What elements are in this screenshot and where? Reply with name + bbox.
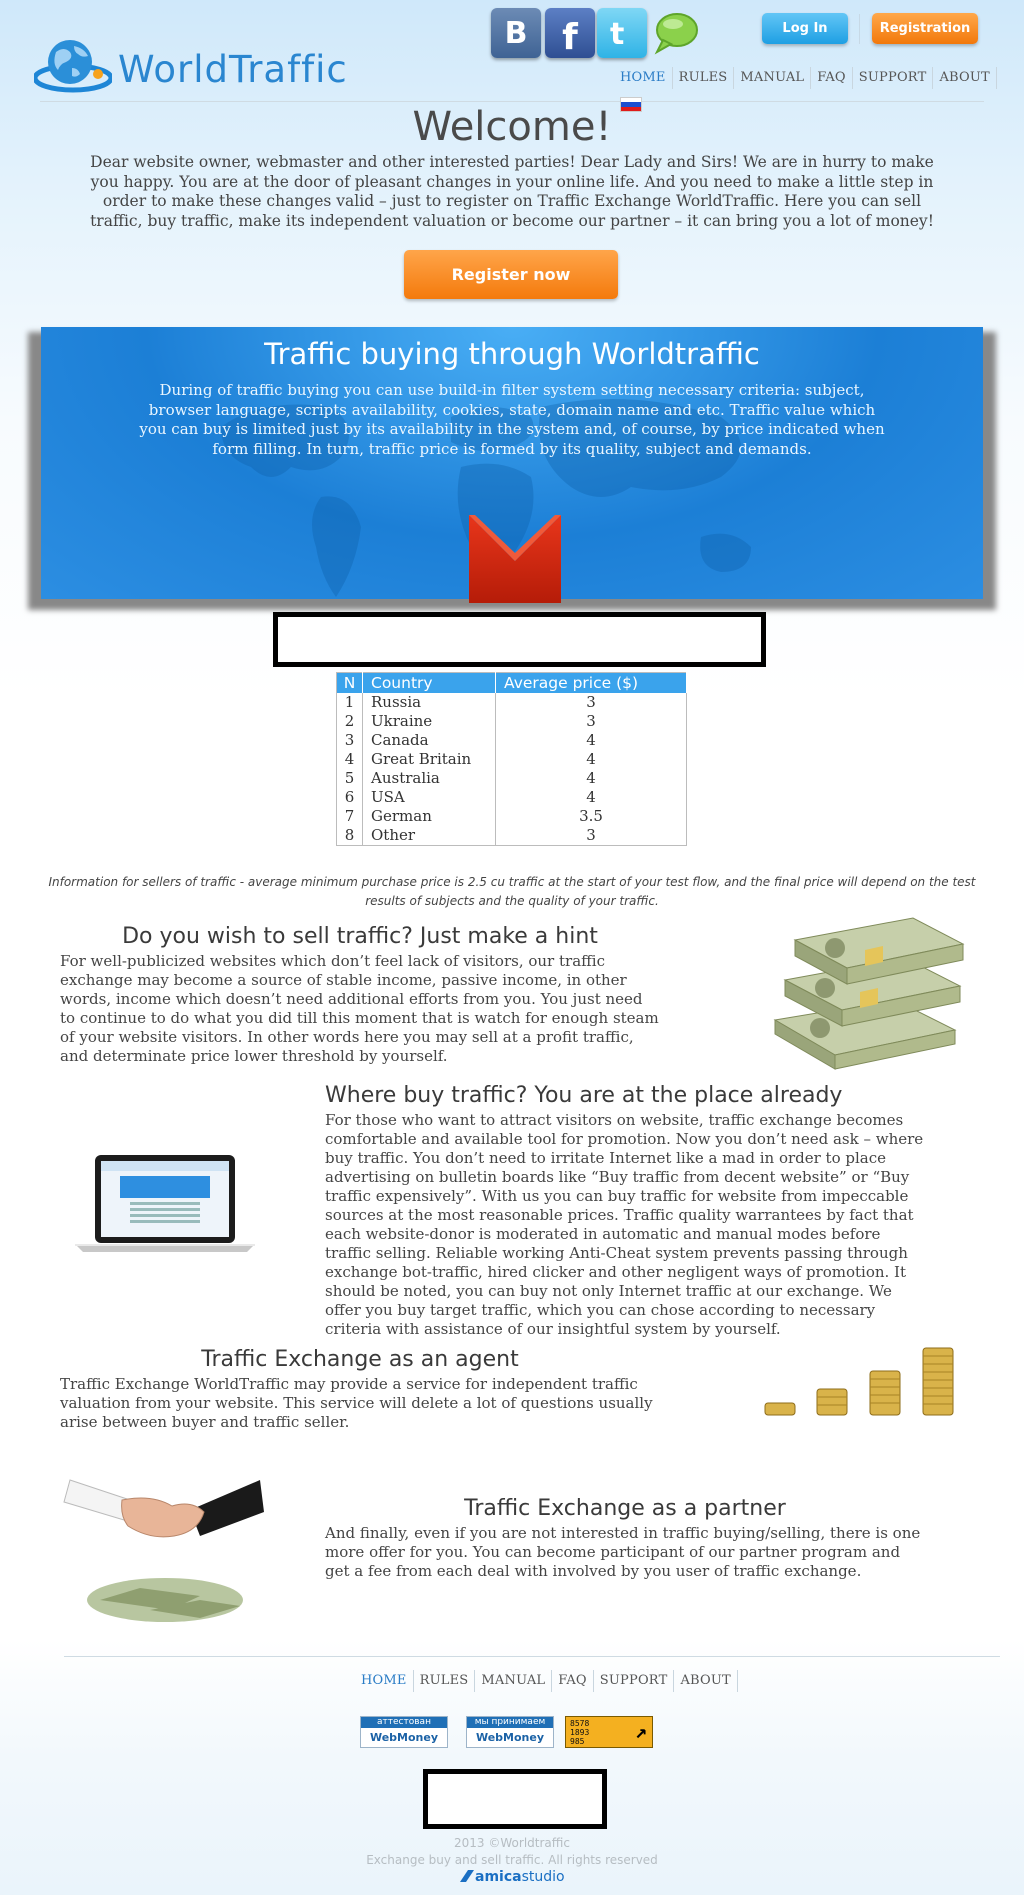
ad-placeholder-box [273, 612, 766, 667]
laptop-image [70, 1150, 260, 1260]
table-header-row [337, 673, 687, 693]
row-price: 4 [496, 788, 687, 807]
badge-bottom-text: WebMoney [475, 1731, 545, 1744]
footer-tagline: Exchange buy and sell traffic. All rights reserved [366, 1853, 658, 1867]
row-number: 5 [337, 769, 363, 788]
row-number: 4 [337, 750, 363, 769]
partner-heading: Traffic Exchange as a partner [464, 1496, 786, 1521]
row-country: German [363, 807, 496, 826]
footer-nav-faq[interactable]: FAQ [552, 1670, 594, 1692]
header-divider [859, 14, 860, 44]
coin-stacks-image [760, 1345, 960, 1420]
row-price: 4 [496, 769, 687, 788]
money-stack-image [765, 910, 965, 1070]
price-table [336, 672, 687, 846]
row-country: Ukraine [363, 712, 496, 731]
table-row [337, 731, 687, 750]
row-number: 8 [337, 826, 363, 846]
column-header-country: Country [363, 673, 496, 693]
row-number: 1 [337, 693, 363, 712]
visit-counter[interactable] [565, 1716, 653, 1748]
arrow-up-right-icon: ↗ [634, 1719, 647, 1743]
sell-traffic-heading: Do you wish to sell traffic? Just make a hint [122, 924, 598, 949]
footer-nav-rules[interactable]: RULES [414, 1670, 476, 1692]
row-price: 3 [496, 693, 687, 712]
webmoney-attested-badge[interactable] [360, 1716, 448, 1748]
twitter-button[interactable] [597, 8, 647, 58]
row-number: 7 [337, 807, 363, 826]
nav-rules[interactable]: RULES [673, 67, 735, 89]
footer-nav-about[interactable]: ABOUT [674, 1670, 737, 1692]
footer-nav [355, 1670, 738, 1692]
login-button[interactable]: Log In [762, 13, 848, 44]
sellers-note: Information for sellers of traffic - average minimum purchase price is 2.5 cu traffic at the start of your test flow, and the final price will depend on the test results of subjects and the quality of your traffic. [48, 875, 976, 908]
table-row [337, 769, 687, 788]
row-country: Other [363, 826, 496, 846]
nav-support[interactable]: SUPPORT [853, 67, 934, 89]
footer-rule [64, 1656, 1000, 1657]
table-row [337, 807, 687, 826]
row-price: 3 [496, 712, 687, 731]
webmoney-accept-badge[interactable] [466, 1716, 554, 1748]
row-price: 4 [496, 731, 687, 750]
buy-traffic-text: For those who want to attract visitors on website, traffic exchange becomes comfortable and available tool for promotion. Now you don’t need ask – where buy traffic. You don’t need to irritate Internet like a mad in order to place advertising on bulletin boards like “Buy traffic from decent website” or “Buy traffic expensively”. With us you can buy traffic for website from impeccable sources at the most reasonable prices. Traffic quality warrantees by fact that each website-donor is moderated in automatic and manual modes before traffic selling. Reliable working Anti-Cheat system prevents passing through exchange bot-traffic, hired clicker and other negligent ways of promotion. It should be noted, you can buy not only Internet traffic at our exchange. We offer you buy target traffic, which you can chose according to necessary criteria with assistance of our insightful system by yourself. [325, 1111, 924, 1338]
table-row [337, 750, 687, 769]
vk-icon: B [504, 15, 528, 51]
table-row [337, 826, 687, 846]
footer-placeholder-box [423, 1769, 607, 1829]
row-price: 3 [496, 826, 687, 846]
site-logo[interactable] [34, 32, 394, 102]
badge-top-text: аттестован [361, 1717, 447, 1728]
studio-credit-link[interactable] [459, 1869, 565, 1885]
table-row [337, 788, 687, 807]
row-price: 4 [496, 750, 687, 769]
counter-line: 8578 [570, 1719, 590, 1728]
row-country: Canada [363, 731, 496, 750]
row-country: Russia [363, 693, 496, 712]
nav-manual[interactable]: MANUAL [734, 67, 811, 89]
row-number: 2 [337, 712, 363, 731]
sell-traffic-text: For well-publicized websites which don’t feel lack of visitors, our traffic exchange may become a source of stable income, passive income, in other words, income which doesn’t need additional efforts from you. You just need to continue to do what you did till this moment that is watch for enough steam of your website visitors. In other words here you may sell at a profit traffic, and determinate price lower threshold by yourself. [60, 952, 659, 1065]
agent-text: Traffic Exchange WorldTraffic may provide a service for independent traffic valuation from your website. This service will delete a lot of questions usually arise between buyer and traffic seller. [60, 1375, 653, 1431]
counter-line: 1893 [570, 1728, 590, 1737]
nav-home[interactable]: HOME [614, 67, 673, 89]
studio-name-b: studio [521, 1869, 565, 1885]
column-header-n: N [337, 673, 363, 693]
studio-logo-icon [459, 1869, 475, 1883]
footer-nav-support[interactable]: SUPPORT [594, 1670, 675, 1692]
row-price: 3.5 [496, 807, 687, 826]
banner-text: During of traffic buying you can use build-in filter system setting necessary criteria: subject, browser language, scripts availability, cookies, state, domain name and etc. Traffic value which you can buy is limited just by its availability in the system and, of course, by price indicated when form filling. In turn, traffic price is formed by its quality, subject and demands. [139, 381, 885, 458]
row-number: 3 [337, 731, 363, 750]
facebook-icon: f [562, 16, 578, 58]
copyright: 2013 ©Worldtraffic [454, 1836, 570, 1850]
buy-traffic-heading: Where buy traffic? You are at the place already [325, 1083, 843, 1108]
banner-title: Traffic buying through Worldtraffic [264, 337, 760, 371]
agent-heading: Traffic Exchange as an agent [201, 1347, 519, 1372]
chat-bubble-icon [651, 10, 699, 56]
footer-nav-home[interactable]: HOME [355, 1670, 414, 1692]
header-rule [40, 101, 984, 102]
vk-button[interactable] [491, 8, 541, 58]
row-country: Australia [363, 769, 496, 788]
registration-button[interactable]: Registration [872, 13, 978, 44]
row-number: 6 [337, 788, 363, 807]
globe-logo-icon [34, 34, 112, 98]
twitter-icon [604, 18, 640, 48]
column-header-price: Average price ($) [496, 673, 687, 693]
row-country: USA [363, 788, 496, 807]
counter-line: 985 [570, 1737, 585, 1746]
handshake-image [60, 1460, 270, 1630]
main-nav [614, 67, 997, 89]
badge-bottom-text: WebMoney [369, 1731, 439, 1744]
svg-text:t: t [610, 18, 625, 48]
chat-button[interactable] [650, 8, 700, 58]
register-now-button[interactable]: Register now [404, 250, 618, 299]
welcome-title: Welcome! [412, 104, 612, 150]
nav-about[interactable]: ABOUT [933, 67, 996, 89]
badge-top-text: мы принимаем [467, 1717, 553, 1728]
welcome-text: Dear website owner, webmaster and other interested parties! Dear Lady and Sirs! We are in hurry to make you happy. You are at the door of pleasant changes in your online life. And you need to make a little step in order to make these changes valid – just to register on Traffic Exchange WorldTraffic. Here you can sell traffic, buy traffic, make its independent valuation or become our partner – it can bring you a lot of money! [90, 153, 934, 230]
partner-text: And finally, even if you are not interested in traffic buying/selling, there is one more offer for you. You can become participant of our partner program and get a fee from each deal with involved by you user of traffic exchange. [325, 1524, 921, 1580]
red-ribbon-icon [469, 515, 561, 605]
table-row [337, 712, 687, 731]
table-row [337, 693, 687, 712]
studio-name-a: amica [475, 1869, 522, 1885]
footer-nav-manual[interactable]: MANUAL [475, 1670, 552, 1692]
logo-text: WorldTraffic [118, 48, 348, 91]
facebook-button[interactable] [545, 8, 595, 58]
nav-faq[interactable]: FAQ [811, 67, 853, 89]
row-country: Great Britain [363, 750, 496, 769]
